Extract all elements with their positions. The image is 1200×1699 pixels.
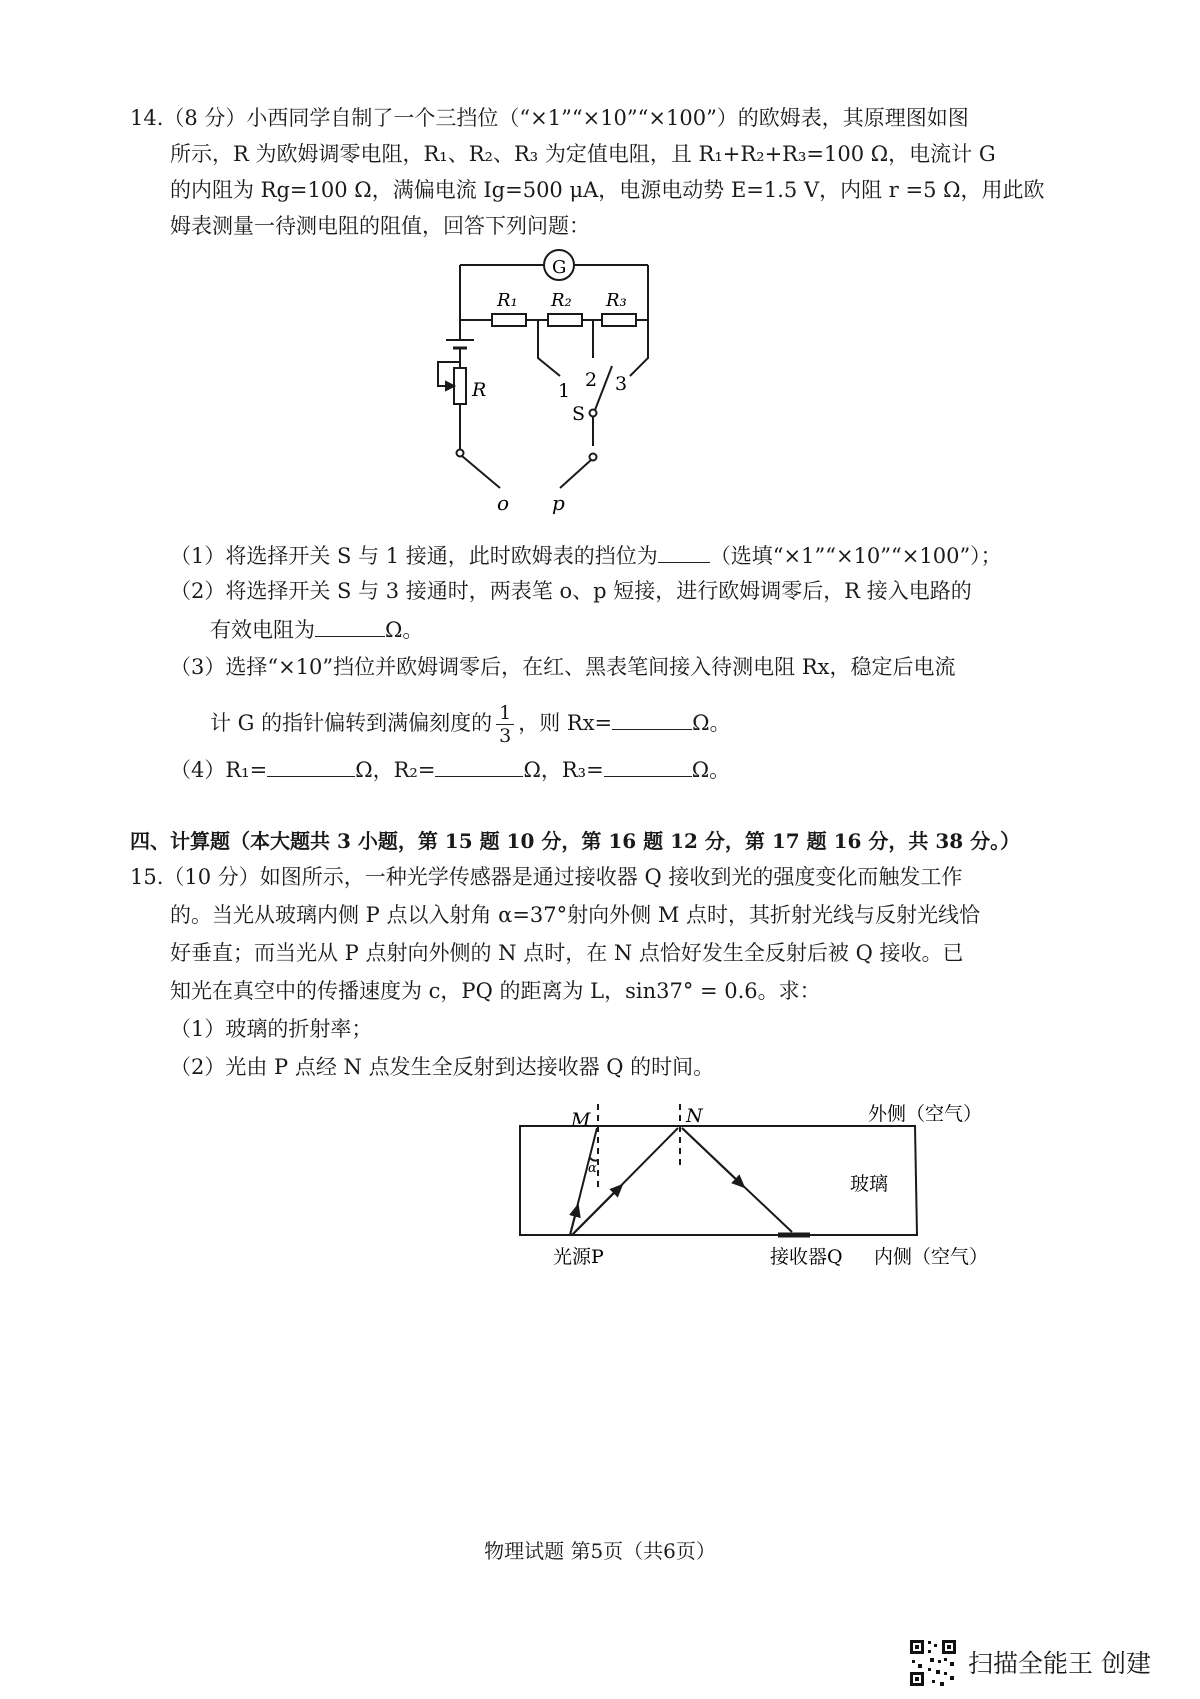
page-footer: 物理试题 第5页（共6页） [484,1539,716,1563]
ohmmeter-circuit-diagram [430,240,690,530]
q14-line-1: 14.（8 分）小西同学自制了一个三挡位（“×1”“×10”“×100”）的欧姆表，其原理图如图 [130,106,969,130]
q14-answer-blank-r3[interactable] [604,754,692,777]
scanner-watermark: 扫描全能王 创建 [968,1649,1151,1678]
switch-label: S [572,403,586,425]
q14-answer-blank-3[interactable] [612,707,692,730]
q14-sub-3: （3）选择“×10”挡位并欧姆调零后，在红、黑表笔间接入待测电阻 Rx，稳定后电流 [170,655,956,679]
label-m: M [571,1109,591,1131]
q14-answer-blank-2[interactable] [315,614,385,637]
probe-o-label: o [497,491,510,515]
q14-line-3: 的内阻为 Rg=100 Ω，满偏电流 Ig=500 μA，电源电动势 E=1.5 V，内阻 r =5 Ω，用此欧 [170,178,1045,202]
q15-line-2: 的。当光从玻璃内侧 P 点以入射角 α=37°射向外侧 M 点时，其折射光线与反射光线恰 [170,903,981,927]
q14-sub4-unit: Ω。 [691,758,731,782]
q14-answer-blank-1[interactable] [658,540,710,563]
q15-sub-2: （2）光由 P 点经 N 点发生全反射到达接收器 Q 的时间。 [170,1055,715,1079]
q14-sub2-text: 有效电阻为 [210,618,315,642]
q14-sub3-rx: ，则 Rx= [518,711,613,735]
label-source: 光源P [553,1246,604,1268]
q15-line-3: 好垂直；而当光从 P 点射向外侧的 N 点时，在 N 点恰好发生全反射后被 Q 接收。已 [170,941,964,965]
q15-sub-1: （1）玻璃的折射率； [170,1017,373,1041]
q14-sub-1 [170,540,1002,571]
probe-p-label: p [552,491,565,515]
label-alpha: α [588,1161,597,1176]
label-glass: 玻璃 [850,1173,889,1195]
q15-line-4: 知光在真空中的传播速度为 c，PQ 的距离为 L，sin37° = 0.6。求： [170,979,821,1003]
label-inside: 内侧（空气） [874,1246,989,1268]
q14-sub-2-cont [210,614,423,645]
optical-sensor-diagram [510,1090,990,1280]
q14-sub-2: （2）将选择开关 S 与 3 接通时，两表笔 o、p 短接，进行欧姆调零后，R 接入电路的 [170,579,972,603]
label-outside: 外侧（空气） [868,1103,983,1125]
q14-sub4-r3: Ω，R₃= [523,758,604,782]
q14-answer-blank-r2[interactable] [435,754,523,777]
resistor-r1-symbol [492,314,526,326]
q14-line-4: 姆表测量一待测电阻的阻值，回答下列问题： [170,214,590,238]
rheostat-label: R [472,379,487,401]
q14-answer-blank-r1[interactable] [267,754,355,777]
q14-sub1-text: （1）将选择开关 S 与 1 接通，此时欧姆表的挡位为 [170,544,658,568]
q14-line-2: 所示，R 为欧姆调零电阻，R₁、R₂、R₃ 为定值电阻，且 R₁+R₂+R₃=100 Ω，电流计 G [170,142,996,166]
terminal-3-label: 3 [615,373,628,395]
q14-sub4-r1: （4）R₁= [170,758,268,782]
q14-sub-3-cont [210,702,731,747]
q14-sub1-options: （选填“×1”“×10”“×100”）； [709,544,1002,568]
q14-sub2-unit: Ω。 [385,618,424,642]
q14-sub3-text: 计 G 的指针偏转到满偏刻度的 [210,711,493,735]
galvanometer-label: G [552,257,567,278]
resistor-r3-symbol [602,314,636,326]
fraction-numerator: 1 [496,702,514,725]
terminal-1-label: 1 [558,380,571,402]
terminal-2-label: 2 [585,369,598,391]
r1-label: R₁ [497,290,518,311]
section-4-heading: 四、计算题（本大题共 3 小题，第 15 题 10 分，第 16 题 12 分，第 17 题 16 分，共 38 分。） [130,829,1021,853]
q14-sub4-r2: Ω，R₂= [355,758,436,782]
qr-code-icon [908,1638,958,1688]
label-n: N [686,1105,703,1127]
fraction-one-third [496,702,514,747]
fraction-denominator: 3 [499,725,512,747]
q14-sub3-unit: Ω。 [692,711,731,735]
q15-line-1: 15.（10 分）如图所示，一种光学传感器是通过接收器 Q 接收到光的强度变化而触发工作 [130,865,963,889]
q14-sub-4 [170,754,730,785]
r3-label: R₃ [606,290,627,311]
r2-label: R₂ [551,290,572,311]
resistor-r2-symbol [548,314,582,326]
label-receiver: 接收器Q [770,1246,843,1268]
